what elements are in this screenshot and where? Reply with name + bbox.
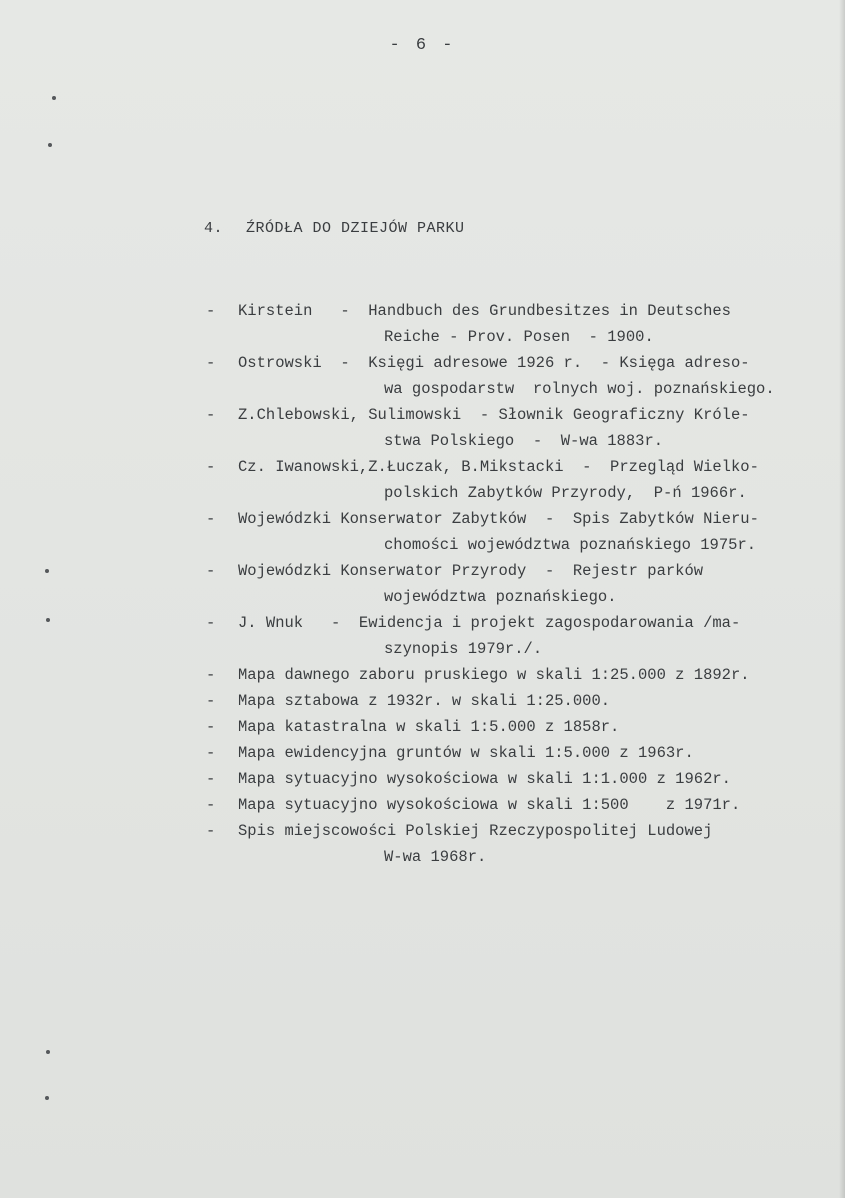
binder-hole-mark	[48, 143, 52, 147]
list-bullet-dash: -	[206, 354, 216, 372]
source-entry-line: Mapa dawnego zaboru pruskiego w skali 1:25.000 z 1892r.	[238, 666, 750, 684]
binder-hole-mark	[46, 618, 50, 622]
section-title: ŹRÓDŁA DO DZIEJÓW PARKU	[246, 220, 465, 237]
section-heading	[204, 220, 465, 237]
page-number: - 6 -	[389, 36, 456, 55]
source-entry-line: Mapa sytuacyjno wysokościowa w skali 1:500 z 1971r.	[238, 796, 741, 814]
source-entry-line: Ostrowski - Księgi adresowe 1926 r. - Księga adreso-	[238, 354, 750, 372]
source-entry-line: Kirstein - Handbuch des Grundbesitzes in Deutsches	[238, 302, 731, 320]
list-bullet-dash: -	[206, 692, 216, 710]
list-bullet-dash: -	[206, 822, 216, 840]
list-bullet-dash: -	[206, 614, 216, 632]
list-bullet-dash: -	[206, 770, 216, 788]
binder-hole-mark	[52, 96, 56, 100]
source-entry-line: Cz. Iwanowski,Z.Łuczak, B.Mikstacki - Przegląd Wielko-	[238, 458, 759, 476]
source-entry-continuation: wa gospodarstw rolnych woj. poznańskiego.	[384, 380, 775, 398]
source-entry-continuation: Reiche - Prov. Posen - 1900.	[384, 328, 654, 346]
source-entry-line: Mapa sytuacyjno wysokościowa w skali 1:1.000 z 1962r.	[238, 770, 731, 788]
source-entry-continuation: polskich Zabytków Przyrody, P-ń 1966r.	[384, 484, 747, 502]
source-entry-line: Mapa ewidencyjna gruntów w skali 1:5.000 z 1963r.	[238, 744, 694, 762]
list-bullet-dash: -	[206, 718, 216, 736]
source-entry-line: Spis miejscowości Polskiej Rzeczypospolitej Ludowej	[238, 822, 713, 840]
page-edge-shadow	[839, 0, 845, 1198]
binder-hole-mark	[45, 1096, 49, 1100]
list-bullet-dash: -	[206, 744, 216, 762]
source-entry-continuation: chomości województwa poznańskiego 1975r.	[384, 536, 757, 554]
list-bullet-dash: -	[206, 666, 216, 684]
list-bullet-dash: -	[206, 302, 216, 320]
source-entry-line: Mapa sztabowa z 1932r. w skali 1:25.000.	[238, 692, 611, 710]
source-entry-continuation: szynopis 1979r./.	[384, 640, 543, 658]
source-entry-line: Z.Chlebowski, Sulimowski - Słownik Geograficzny Króle-	[238, 406, 750, 424]
list-bullet-dash: -	[206, 458, 216, 476]
list-bullet-dash: -	[206, 796, 216, 814]
source-entry-line: Wojewódzki Konserwator Zabytków - Spis Zabytków Nieru-	[238, 510, 759, 528]
binder-hole-mark	[45, 569, 49, 573]
list-bullet-dash: -	[206, 562, 216, 580]
source-entry-continuation: W-wa 1968r.	[384, 848, 487, 866]
source-entry-line: J. Wnuk - Ewidencja i projekt zagospodarowania /ma-	[238, 614, 741, 632]
source-entry-continuation: województwa poznańskiego.	[384, 588, 617, 606]
source-entry-continuation: stwa Polskiego - W-wa 1883r.	[384, 432, 664, 450]
section-number: 4.	[204, 220, 224, 237]
list-bullet-dash: -	[206, 406, 216, 424]
source-entry-line: Mapa katastralna w skali 1:5.000 z 1858r.	[238, 718, 620, 736]
binder-hole-mark	[46, 1050, 50, 1054]
list-bullet-dash: -	[206, 510, 216, 528]
source-entry-line: Wojewódzki Konserwator Przyrody - Rejestr parków	[238, 562, 704, 580]
